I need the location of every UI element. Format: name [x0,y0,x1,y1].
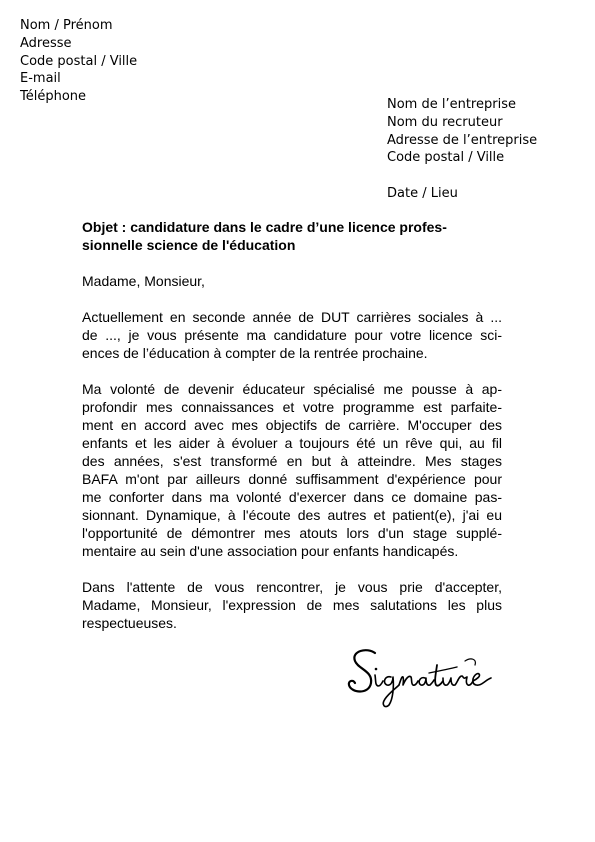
recipient-address-block [387,96,537,167]
paragraph-line: Madame, Monsieur, l'expression de mes salutations les plus [82,597,502,613]
letter-greeting: Madame, Monsieur, [82,273,205,289]
recipient-company: Nom de l’entreprise [387,97,516,112]
paragraph-intro [82,308,502,362]
paragraph-line: ences de l’éducation à compter de la rentrée prochaine. [82,345,428,361]
paragraph-line: profondir mes connaissances et votre programme est parfaite- [82,399,502,415]
paragraph-line: l'opportunité de démontrer mes atouts lors d'un stage supplé- [82,525,502,541]
signature-drawing [345,645,495,715]
date-place: Date / Lieu [387,186,458,201]
recipient-postal-city: Code postal / Ville [387,150,505,166]
paragraph-line: mentaire au sein d'une association pour enfants handicapés. [82,543,459,559]
letter-body [82,218,502,650]
paragraph-line: Dans l'attente de vous rencontrer, je vous prie d'accepter, [82,579,502,595]
sender-address: Adresse [20,35,72,51]
paragraph-line: me conforter dans ma volonté d'exercer dans ce domaine pas- [82,489,502,505]
paragraph-line: enfants et les aider à évoluer a toujours été un rêve qui, au fil [82,435,502,451]
recipient-company-address: Adresse de l’entreprise [387,132,538,148]
sender-email: E-mail [20,71,61,87]
paragraph-line: des années, s'est transformé en but à atteindre. Mes stages [82,453,502,469]
subject-line: Objet : candidature dans le cadre d’une licence profes- [82,219,447,235]
paragraph-line: Actuellement en seconde année de DUT carrières sociales à ... [82,309,502,325]
sender-address-block [20,17,137,106]
paragraph-motivation [82,380,502,560]
handwritten-signature [345,645,495,715]
paragraph-line: BAFA m'ont par ailleurs donné suffisamment d'expérience pour [82,471,502,487]
sender-name: Nom / Prénom [20,18,113,33]
paragraph-line: Ma volonté de devenir éducateur spécialisé me pousse à ap- [82,381,502,397]
subject-line: sionnelle science de l'éducation [82,237,296,253]
letter-subject [82,218,502,254]
paragraph-line: de ..., je vous présente ma candidature pour votre licence sci- [82,327,502,343]
sender-postal-city: Code postal / Ville [20,53,138,69]
paragraph-line: sionnant. Dynamique, à l'écoute des autres et patient(e), j'ai eu [82,507,502,523]
recipient-recruiter: Nom du recruteur [387,114,503,130]
paragraph-line: ment en accord avec mes objectifs de carrière. M'occuper des [82,417,502,433]
paragraph-line: respectueuses. [82,615,177,631]
sender-phone: Téléphone [20,89,87,105]
paragraph-closing [82,578,502,632]
